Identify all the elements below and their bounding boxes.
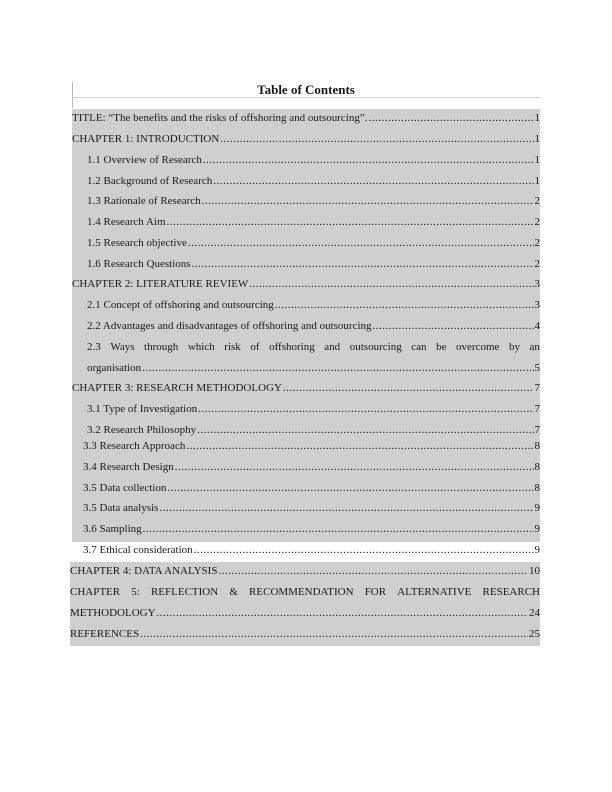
toc-entry-3-6[interactable] xyxy=(83,521,540,537)
toc-word: REFLECTION xyxy=(150,586,219,598)
toc-page-number: 4 xyxy=(534,320,540,332)
toc-page-number: 1 xyxy=(534,112,540,124)
dot-leader xyxy=(143,521,534,537)
toc-entry-2-3-line-2[interactable] xyxy=(87,360,540,376)
toc-entry-label: CHAPTER 4: DATA ANALYSIS xyxy=(70,565,218,577)
toc-entry-1-3[interactable] xyxy=(87,193,540,209)
toc-word: and xyxy=(324,341,341,353)
dot-leader xyxy=(249,276,533,292)
dot-leader xyxy=(167,480,533,496)
dot-leader xyxy=(203,152,534,168)
toc-entry-label: 1.2 Background of Research xyxy=(87,175,213,187)
dot-leader xyxy=(175,459,534,475)
toc-entry-chapter-2[interactable] xyxy=(72,276,540,292)
toc-entry-label: CHAPTER 1: INTRODUCTION xyxy=(72,133,220,145)
toc-entry-label: organisation xyxy=(87,362,142,374)
toc-entry-1-6[interactable] xyxy=(87,256,540,272)
toc-entry-1-4[interactable] xyxy=(87,214,540,230)
dot-leader xyxy=(188,235,534,251)
dot-leader xyxy=(213,173,533,189)
dot-leader xyxy=(167,214,534,230)
dot-leader xyxy=(283,380,534,396)
dot-leader xyxy=(192,256,534,272)
dot-leader xyxy=(275,297,534,313)
toc-word: be xyxy=(436,341,447,353)
toc-entry-label: 1.6 Research Questions xyxy=(87,258,191,270)
toc-entry-label: 1.5 Research objective xyxy=(87,237,187,249)
toc-page-number: 9 xyxy=(534,544,540,556)
toc-word: RECOMMENDATION xyxy=(249,586,354,598)
toc-entry-chapter-5-line-1[interactable] xyxy=(70,584,540,600)
dot-leader xyxy=(194,542,534,558)
toc-page-number: 25 xyxy=(529,628,540,640)
toc-page-number: 24 xyxy=(529,607,540,619)
toc-word: RESEARCH xyxy=(482,586,540,598)
dot-leader xyxy=(373,318,534,334)
toc-entry-3-1[interactable] xyxy=(87,401,540,417)
dot-leader xyxy=(202,193,534,209)
toc-entry-3-3[interactable] xyxy=(83,438,540,454)
toc-word: an xyxy=(529,341,540,353)
toc-entry-3-4[interactable] xyxy=(83,459,540,475)
toc-word: can xyxy=(411,341,427,353)
toc-page-number: 2 xyxy=(534,237,540,249)
dot-leader xyxy=(369,110,534,126)
toc-entry-chapter-4[interactable] xyxy=(70,563,540,579)
toc-entry-label: CHAPTER 3: RESEARCH METHODOLOGY xyxy=(72,382,282,394)
toc-page-number: 1 xyxy=(534,154,540,166)
toc-entry-label: 3.7 Ethical consideration xyxy=(83,544,193,556)
toc-entry-label: 3.3 Research Approach xyxy=(83,440,186,452)
dot-leader xyxy=(186,438,533,454)
toc-word: & xyxy=(229,586,238,598)
dot-leader xyxy=(218,563,528,579)
toc-page-number: 2 xyxy=(534,216,540,228)
toc-entry-label: 3.5 Data analysis xyxy=(83,502,159,514)
toc-entry-chapter-3[interactable] xyxy=(72,380,540,396)
dot-leader xyxy=(197,422,533,438)
toc-page-number: 3 xyxy=(534,278,540,290)
toc-entry-3-5-data-analysis[interactable] xyxy=(83,500,540,516)
toc-page-number: 9 xyxy=(534,502,540,514)
toc-page-number: 2 xyxy=(534,195,540,207)
toc-word: overcome xyxy=(456,341,500,353)
toc-page-number: 8 xyxy=(534,461,540,473)
toc-entry-label: TITLE: “The benefits and the risks of offshoring and outsourcing”. xyxy=(72,112,368,124)
toc-entry-title[interactable] xyxy=(72,110,540,126)
toc-page-number: 7 xyxy=(534,424,540,436)
toc-entry-2-2[interactable] xyxy=(87,318,540,334)
toc-entry-2-1[interactable] xyxy=(87,297,540,313)
toc-word: 2.3 xyxy=(87,341,101,353)
toc-heading: Table of Contents xyxy=(257,82,355,97)
toc-entry-chapter-1[interactable] xyxy=(72,131,540,147)
toc-entry-1-5[interactable] xyxy=(87,235,540,251)
toc-entry-label: METHODOLOGY xyxy=(70,607,156,619)
toc-entry-references[interactable] xyxy=(70,626,540,642)
toc-page-number: 5 xyxy=(534,362,540,374)
toc-page-number: 2 xyxy=(534,258,540,270)
toc-word: risk xyxy=(224,341,241,353)
toc-page-number: 8 xyxy=(534,440,540,452)
toc-word: of xyxy=(250,341,260,353)
toc-page-number: 3 xyxy=(534,299,540,311)
dot-leader xyxy=(157,605,528,621)
toc-word: through xyxy=(144,341,179,353)
toc-page-number: 7 xyxy=(534,382,540,394)
toc-word: FOR xyxy=(364,586,387,598)
toc-entry-1-1[interactable] xyxy=(87,152,540,168)
toc-word: which xyxy=(187,341,215,353)
toc-entry-3-2[interactable] xyxy=(87,422,540,438)
toc-entry-label: CHAPTER 2: LITERATURE REVIEW xyxy=(72,278,249,290)
toc-page-number: 10 xyxy=(529,565,540,577)
toc-entry-label: 1.1 Overview of Research xyxy=(87,154,202,166)
toc-entry-2-3-line-1[interactable] xyxy=(87,339,540,355)
toc-entry-label: 3.4 Research Design xyxy=(83,461,174,473)
dot-leader xyxy=(140,626,528,642)
toc-entry-label: 3.5 Data collection xyxy=(83,482,167,494)
dot-leader xyxy=(159,500,533,516)
heading-underline xyxy=(72,97,540,98)
toc-entry-1-2[interactable] xyxy=(87,173,540,189)
toc-page-number: 8 xyxy=(534,482,540,494)
toc-page-number: 9 xyxy=(534,523,540,535)
toc-entry-label: REFERENCES xyxy=(70,628,140,640)
toc-entry-label: 3.2 Research Philosophy xyxy=(87,424,197,436)
toc-word: Ways xyxy=(110,341,135,353)
dot-leader xyxy=(220,131,533,147)
toc-entry-label: 3.1 Type of Investigation xyxy=(87,403,198,415)
toc-entry-label: 2.1 Concept of offshoring and outsourcing xyxy=(87,299,274,311)
toc-entry-chapter-5-line-2[interactable] xyxy=(70,605,540,621)
toc-word: outsourcing xyxy=(349,341,402,353)
dot-leader xyxy=(198,401,533,417)
toc-entry-label: 2.2 Advantages and disadvantages of offshoring and outsourcing xyxy=(87,320,372,332)
toc-entry-3-5-data-collection[interactable] xyxy=(83,480,540,496)
toc-word: offshoring xyxy=(269,341,315,353)
toc-entry-label: 3.6 Sampling xyxy=(83,523,142,535)
toc-entry-3-7[interactable] xyxy=(83,542,540,558)
toc-word: ALTERNATIVE xyxy=(397,586,472,598)
toc-word: by xyxy=(508,341,520,353)
toc-page-number: 1 xyxy=(534,175,540,187)
dot-leader xyxy=(142,360,533,376)
toc-entry-label: 1.3 Rationale of Research xyxy=(87,195,201,207)
toc-page-number: 1 xyxy=(534,133,540,145)
toc-page-number: 7 xyxy=(534,403,540,415)
toc-word: 5: xyxy=(131,586,140,598)
toc-word: CHAPTER xyxy=(70,586,121,598)
toc-entry-label: 1.4 Research Aim xyxy=(87,216,166,228)
